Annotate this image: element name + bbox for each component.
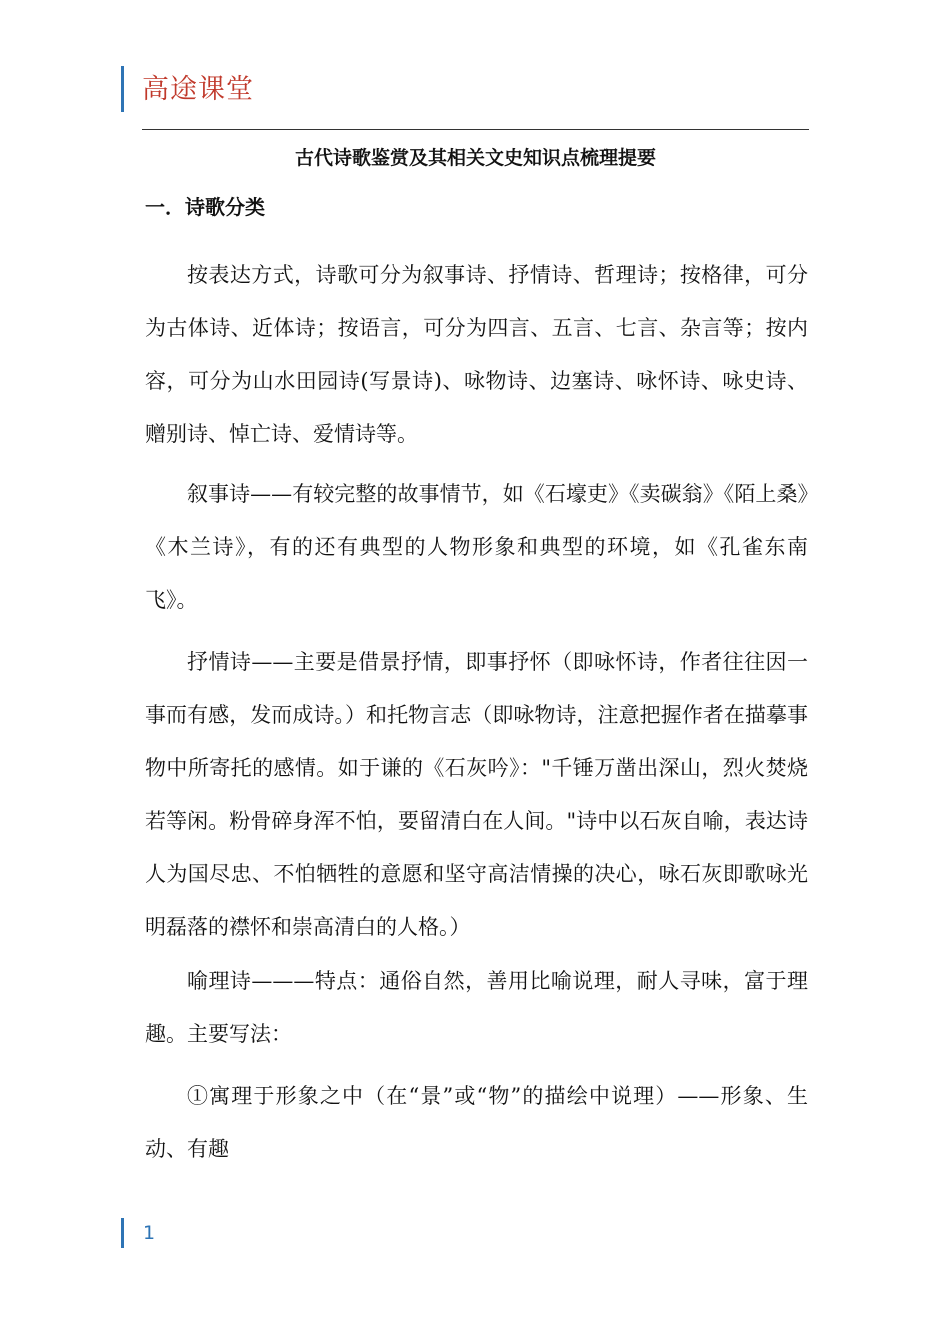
footer-accent-bar: [121, 1218, 124, 1248]
paragraph-lyric-poetry: 抒情诗——主要是借景抒情，即事抒怀（即咏怀诗，作者往往因一事而有感，发而成诗。）和托物言志（即咏物诗，注意把握作者在描摹事物中所寄托的感情。如于谦的《石灰吟》："千锤万凿出深山，烈火焚烧若等闲。粉骨碎身浑不怕，要留清白在人间。"诗中以石灰自喻，表达诗人为国尽忠、不怕牺牲的意愿和坚守高洁情操的决心，咏石灰即歌咏光明磊落的襟怀和崇高清白的人格。）: [145, 650, 808, 939]
page-number: 1: [143, 1222, 156, 1244]
paragraph-philosophical-poetry: 喻理诗———特点：通俗自然，善用比喻说理，耐人寻味，富于理趣。主要写法：: [145, 969, 808, 1046]
brand-title: 高途课堂: [142, 74, 254, 105]
section-heading: 一．诗歌分类: [145, 195, 265, 219]
paragraph-classification: 按表达方式，诗歌可分为叙事诗、抒情诗、哲理诗；按格律，可分为古体诗、近体诗；按语言，可分为四言、五言、七言、杂言等；按内容，可分为山水田园诗(写景诗)、咏物诗、边塞诗、咏怀诗、咏史诗、赠别诗、悼亡诗、爱情诗等。: [145, 263, 808, 446]
paragraph-narrative-poetry: 叙事诗——有较完整的故事情节，如《石壕吏》《卖碳翁》《陌上桑》《木兰诗》，有的还有典型的人物形象和典型的环境，如《孔雀东南飞》。: [145, 482, 808, 612]
paragraph-method-one: ①寓理于形象之中（在“景”或“物”的描绘中说理）——形象、生动、有趣: [145, 1084, 808, 1161]
header-accent-bar: [121, 66, 124, 112]
header-divider: [142, 129, 809, 130]
document-title: 古代诗歌鉴赏及其相关文史知识点梳理提要: [294, 147, 656, 169]
